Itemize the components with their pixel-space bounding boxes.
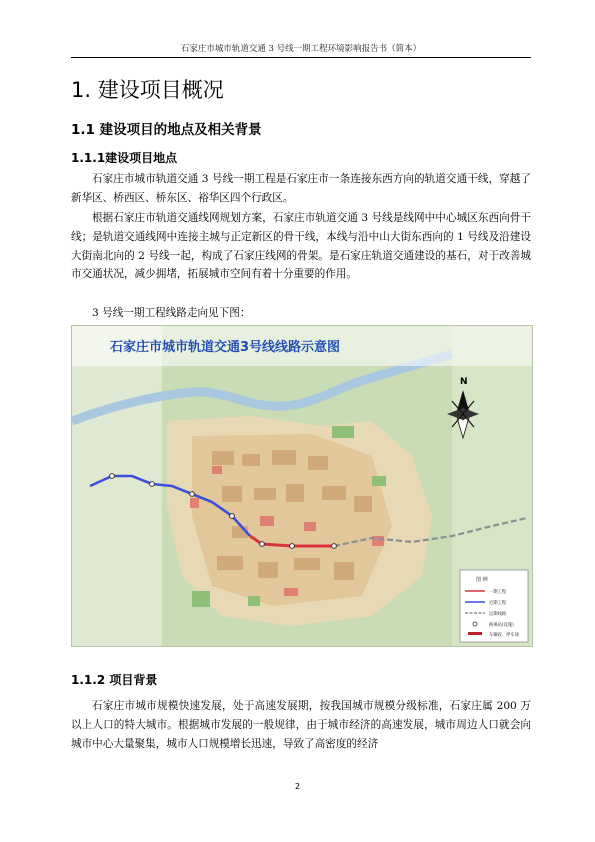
subsection-title: 1.1 建设项目的地点及相关背景 <box>71 122 262 138</box>
legend-item-depot: 车辆段、停车场 <box>489 633 520 638</box>
legend-title: 图 例 <box>476 577 488 583</box>
section-title: 1. 建设项目概况 <box>71 78 224 102</box>
legend-item-near-term: 近期工程 <box>489 601 507 606</box>
page-number: 2 <box>294 782 301 791</box>
paragraph-background: 石家庄市城市规模快速发展，处于高速发展期，按我国城市规模分级标准，石家庄属 200 万以上人口的特大城市。根据城市发展的一般规律，由于城市经济的高速发展，城市周边人口就会向城市中心大量聚集，城市人口规模增长迅速，导致了高密度的经济 <box>71 700 531 750</box>
running-header: 石家庄市城市轨道交通 3 号线一期工程环境影响报告书（简本） <box>71 42 531 58</box>
paragraph-location-intro: 石家庄市城市轨道交通 3 号线一期工程是石家庄市一条连接东西方向的轨道交通干线，穿越了新华区、桥西区、桥东区、裕华区四个行政区。 <box>71 173 531 204</box>
map-legend <box>460 570 528 642</box>
paragraph-network-plan: 根据石家庄市轨道交通线网规划方案，石家庄市轨道交通 3 号线是线网中中心城区东西向骨干线；是轨道交通线网中连接主城与正定新区的骨干线，本线与沿中山大街东西向的 1 号线及沿建设大街南北向的 2 号线一起，构成了石家庄线网的骨架。是石家庄轨道交通建设的基石，对于改善城市交通状况，减少拥堵，拓展城市空间有着十分重要的作用。 <box>71 212 531 281</box>
route-map <box>72 326 532 646</box>
subsubsection-title-background: 1.1.2 项目背景 <box>71 673 158 687</box>
legend-item-long-term: 远期线路 <box>489 612 507 617</box>
subsubsection-title-location: 1.1.1建设项目地点 <box>71 151 178 165</box>
legend-item-transfer: 换乘站(设施) <box>489 623 514 628</box>
map-title: 石家庄市城市轨道交通3号线线路示意图 <box>110 340 341 355</box>
route-map-figure <box>71 325 533 647</box>
map-west-area <box>72 326 162 646</box>
north-label: N <box>460 377 468 387</box>
paragraph-figure-intro: 3 号线一期工程线路走向见下图： <box>92 307 251 319</box>
legend-item-phase1: 一期工程 <box>489 590 507 595</box>
